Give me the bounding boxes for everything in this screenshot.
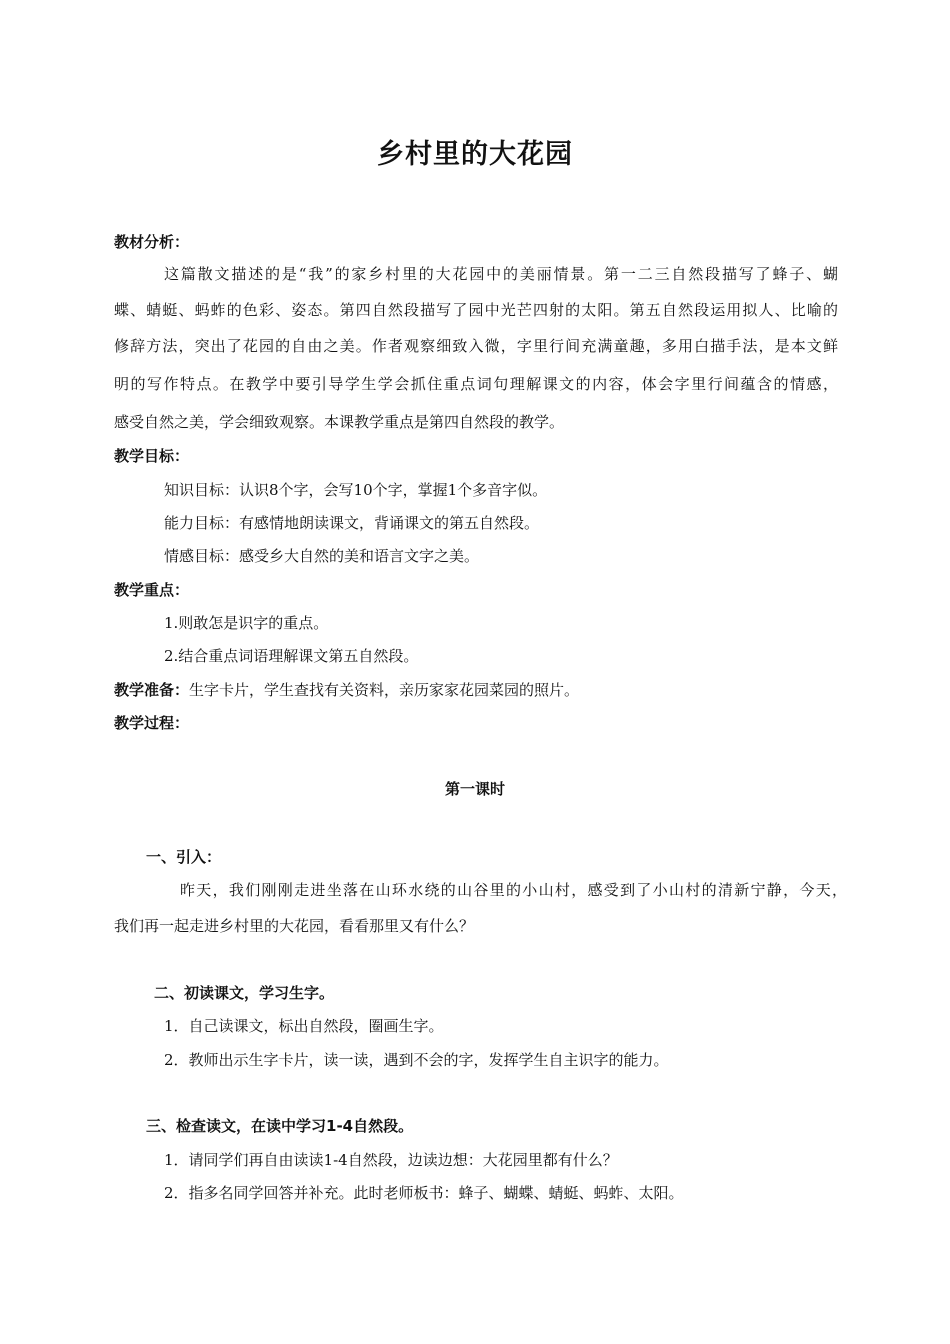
analysis-line: 明的写作特点。在教学中要引导学生学会抓住重点词句理解课文的内容，体会字里行间蕴含的情感，	[114, 375, 838, 393]
analysis-line: 这篇散文描述的是“我”的家乡村里的大花园中的美丽情景。第一二三自然段描写了蜂子、蝴	[164, 265, 838, 283]
first-read-item: 2．教师出示生字卡片，读一读，遇到不会的字，发挥学生自主识字的能力。	[164, 1051, 669, 1069]
preparation-heading: 教学准备：	[114, 681, 190, 699]
process-heading: 教学过程：	[114, 714, 190, 732]
document-title: 乡村里的大花园	[377, 139, 573, 170]
goal-item: 情感目标：感受乡大自然的美和语言文字之美。	[164, 547, 480, 565]
check-item: 1．请同学们再自由读读1-4自然段，边读边想：大花园里都有什么？	[164, 1151, 618, 1169]
keypoint-item: 1.则敢怎是识字的重点。	[164, 614, 329, 632]
goal-item: 知识目标：认识8个字，会写10个字，掌握1个多音字似。	[164, 481, 548, 499]
lesson-title: 第一课时	[444, 780, 505, 798]
analysis-line: 蝶、蜻蜓、蚂蚱的色彩、姿态。第四自然段描写了园中光芒四射的太阳。第五自然段运用拟人、比喻的	[114, 301, 838, 319]
analysis-line: 修辞方法，突出了花园的自由之美。作者观察细致入微，字里行间充满童趣，多用白描手法，是本文鲜	[114, 337, 838, 355]
intro-line: 昨天，我们刚刚走进坐落在山环水绕的山谷里的小山村，感受到了小山村的清新宁静，今天，	[180, 881, 847, 899]
intro-heading: 一、引入：	[146, 848, 222, 866]
first-read-heading: 二、初读课文，学习生字。	[154, 984, 335, 1002]
intro-line: 我们再一起走进乡村里的大花园，看看那里又有什么？	[114, 917, 475, 935]
analysis-line: 感受自然之美，学会细致观察。本课教学重点是第四自然段的教学。	[114, 413, 565, 431]
analysis-heading: 教材分析：	[114, 233, 190, 251]
preparation-text: 生字卡片，学生查找有关资料，亲历家家花园菜园的照片。	[189, 681, 580, 699]
check-heading: 三、检查读文，在读中学习1-4自然段。	[146, 1117, 414, 1135]
preparation-line	[114, 680, 579, 700]
goals-heading: 教学目标：	[114, 447, 190, 465]
keypoint-item: 2.结合重点词语理解课文第五自然段。	[164, 647, 419, 665]
goal-item: 能力目标：有感情地朗读课文，背诵课文的第五自然段。	[164, 514, 540, 532]
first-read-item: 1．自己读课文，标出自然段，圈画生字。	[164, 1017, 444, 1035]
check-item: 2．指多名同学回答并补充。此时老师板书：蜂子、蝴蝶、蜻蜓、蚂蚱、太阳。	[164, 1184, 684, 1202]
keypoints-heading: 教学重点：	[114, 581, 190, 599]
